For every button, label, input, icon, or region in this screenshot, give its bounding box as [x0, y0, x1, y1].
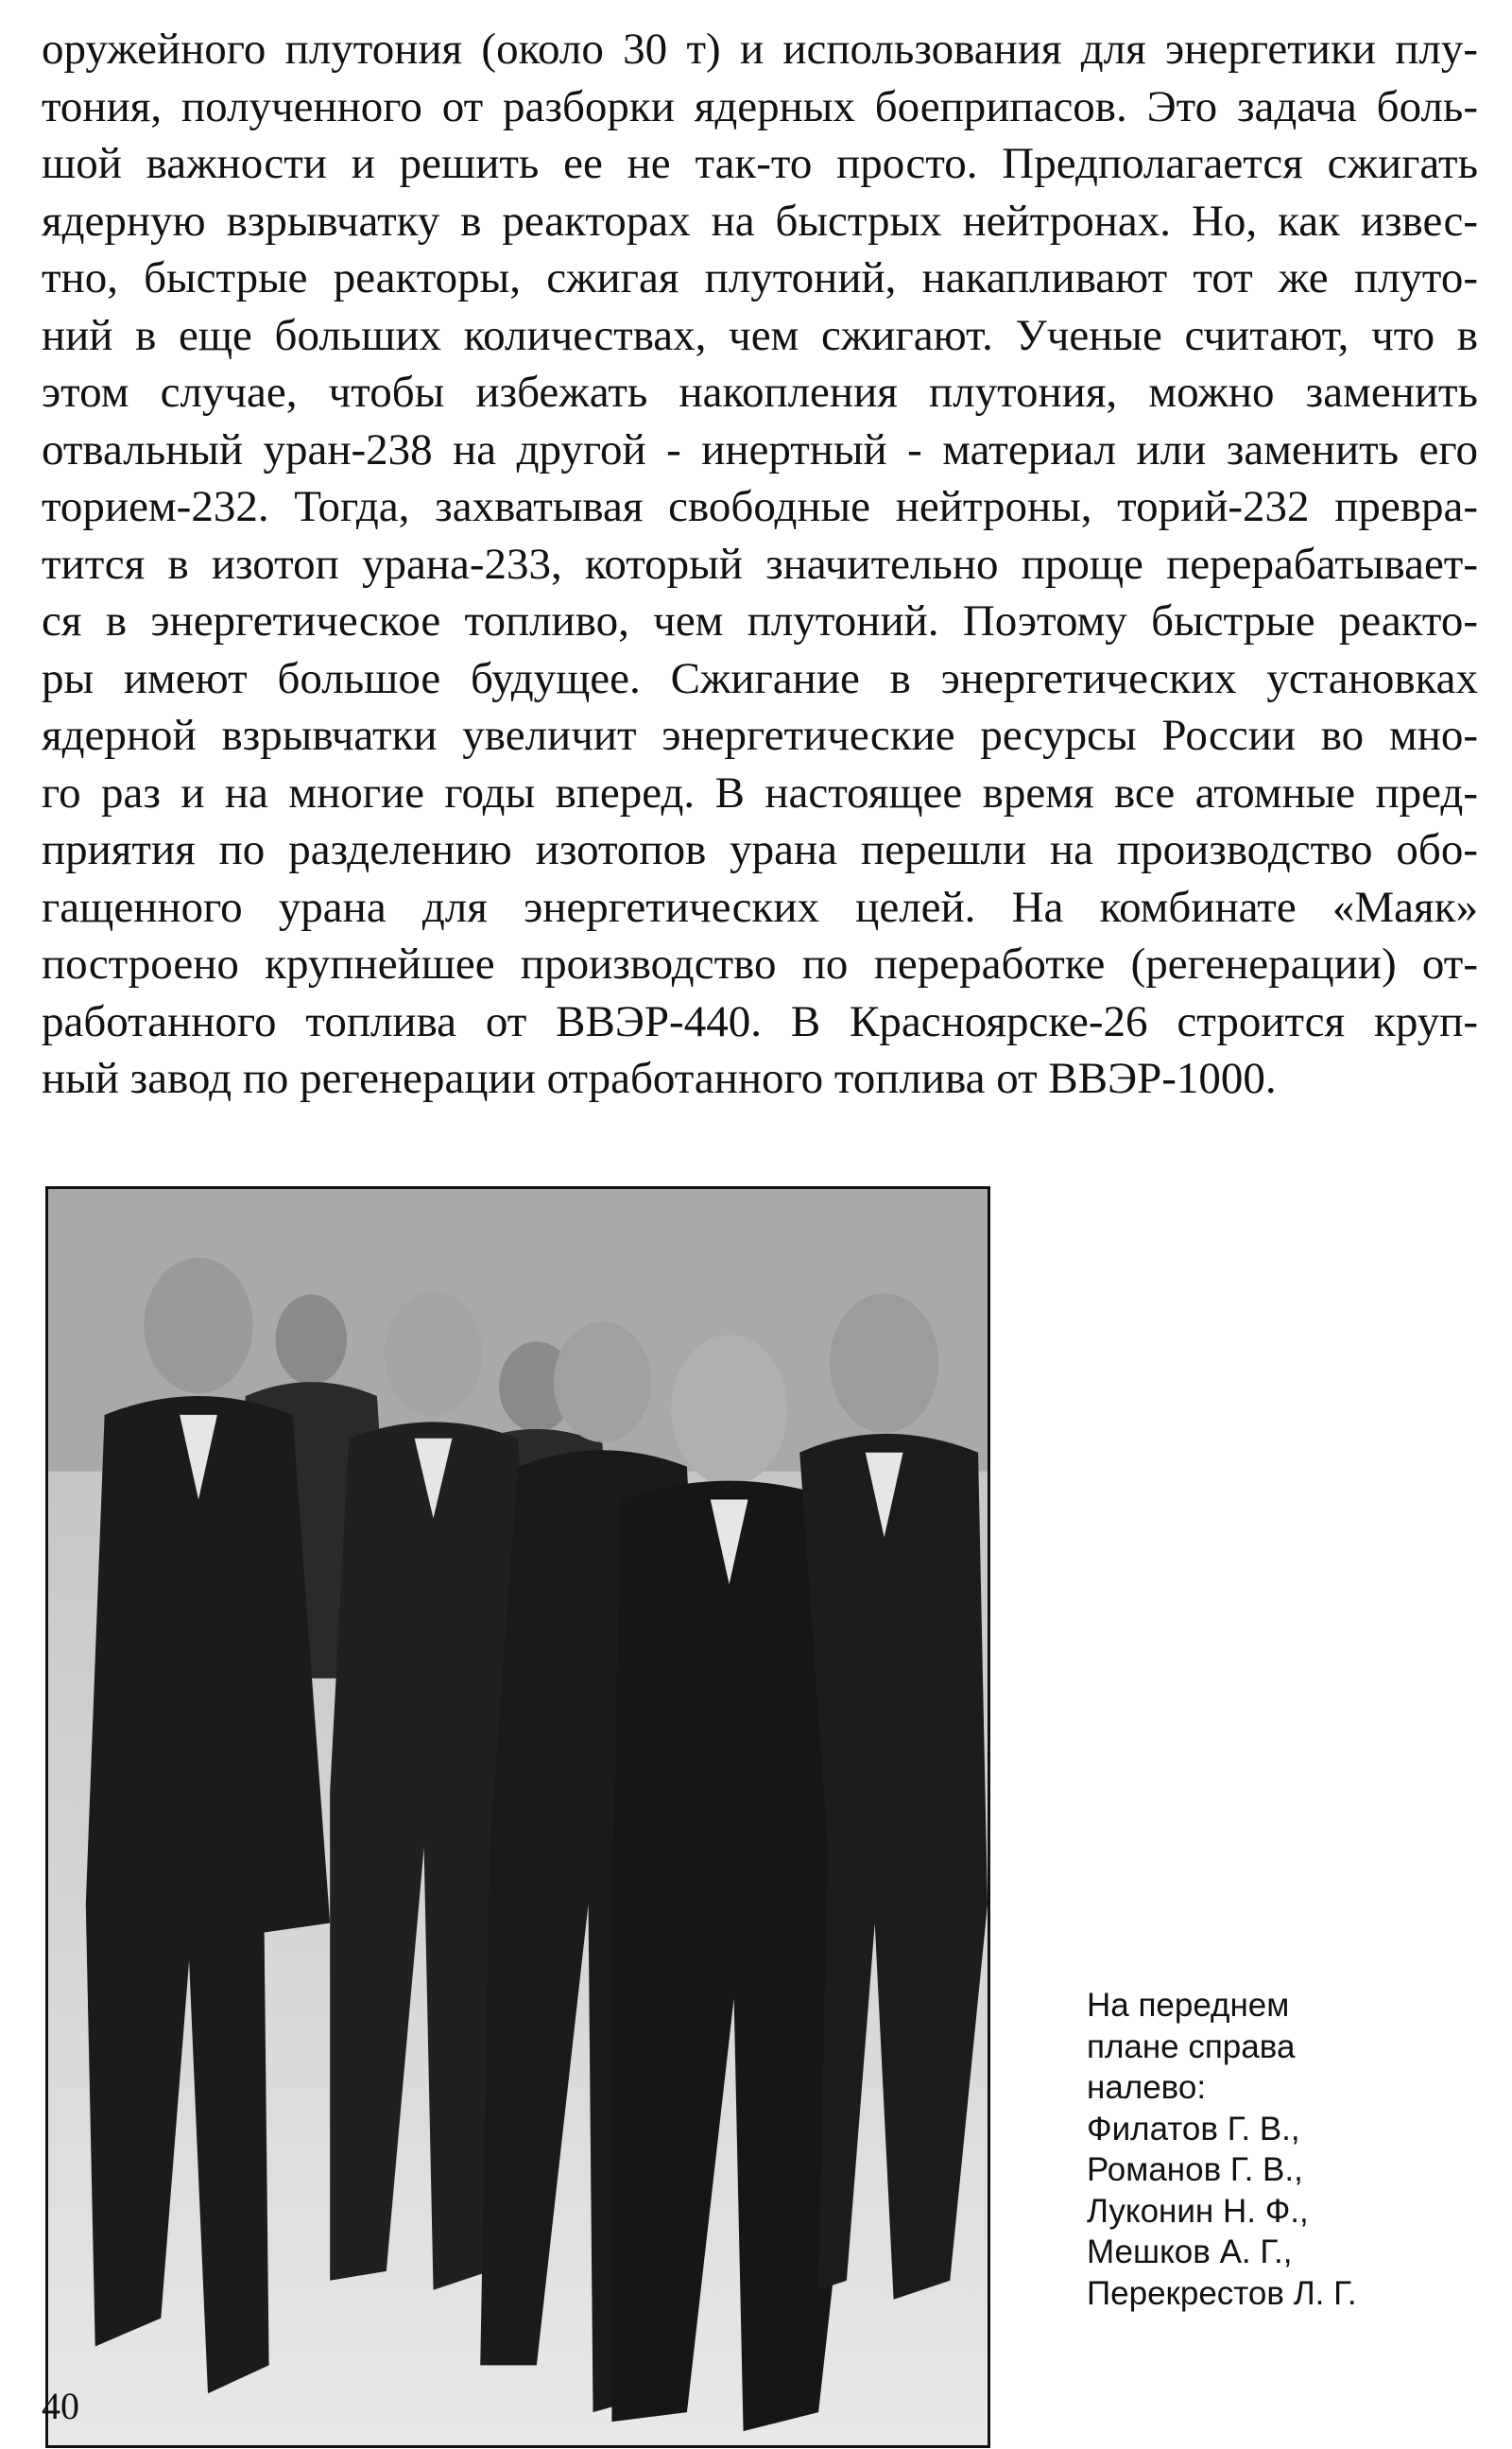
- body-line: гащенного урана для энергетических целей. На комбинате «Маяк»: [42, 882, 1478, 932]
- body-line: ний в еще больших количествах, чем сжигают. Ученые считают, что в: [42, 310, 1478, 360]
- body-line: тится в изотоп урана-233, который значительно проще перерабатывает-: [42, 539, 1478, 589]
- caption-line: Перекрестов Л. Г.: [1087, 2274, 1357, 2312]
- body-line: тно, быстрые реакторы, сжигая плутоний, накапливают тот же плуто-: [42, 253, 1478, 302]
- body-line: отвальный уран-238 на другой - инертный - материал или заменить его: [42, 424, 1478, 474]
- body-line: ры имеют большое будущее. Сжигание в энергетических установках: [42, 653, 1478, 703]
- caption-line: Мешков А. Г.,: [1087, 2233, 1293, 2270]
- body-line: приятия по разделению изотопов урана перешли на производство обо-: [42, 825, 1478, 874]
- page-number: 40: [42, 2385, 79, 2427]
- photo-caption: [1087, 1985, 1484, 2314]
- group-photo: [45, 1186, 990, 2448]
- body-text: [42, 21, 1478, 1108]
- caption-line: Романов Г. В.,: [1087, 2151, 1303, 2188]
- body-line: ный завод по регенерации отработанного топлива от ВВЭР-1000.: [42, 1054, 1277, 1103]
- body-line: тония, полученного от разборки ядерных боеприпасов. Это задача боль-: [42, 81, 1478, 131]
- caption-line: Луконин Н. Ф.,: [1087, 2192, 1309, 2230]
- body-line: оружейного плутония (около 30 т) и использования для энергетики плу-: [42, 25, 1478, 74]
- caption-line: налево:: [1087, 2069, 1207, 2106]
- caption-line: На переднем: [1087, 1987, 1290, 2024]
- caption-line: Филатов Г. В.,: [1087, 2110, 1300, 2147]
- body-line: этом случае, чтобы избежать накопления плутония, можно заменить: [42, 368, 1478, 417]
- group-of-men-photo-icon: [48, 1189, 988, 2445]
- body-line: ядерной взрывчатки увеличит энергетические ресурсы России во мно-: [42, 711, 1478, 760]
- body-line: работанного топлива от ВВЭР-440. В Красноярске-26 строится круп-: [42, 996, 1478, 1046]
- body-line: торием-232. Тогда, захватывая свободные нейтроны, торий-232 превра-: [42, 482, 1478, 531]
- body-line: го раз и на многие годы вперед. В настоящее время все атомные пред-: [42, 767, 1478, 818]
- body-line: ядерную взрывчатку в реакторах на быстрых нейтронах. Но, как извес-: [42, 196, 1478, 246]
- body-line: шой важности и решить ее не так-то просто. Предполагается сжигать: [42, 139, 1478, 188]
- body-line: ся в энергетическое топливо, чем плутоний. Поэтому быстрые реакто-: [42, 596, 1478, 646]
- body-line: построено крупнейшее производство по переработке (регенерации) от-: [42, 940, 1478, 989]
- caption-line: плане справа: [1087, 2027, 1296, 2065]
